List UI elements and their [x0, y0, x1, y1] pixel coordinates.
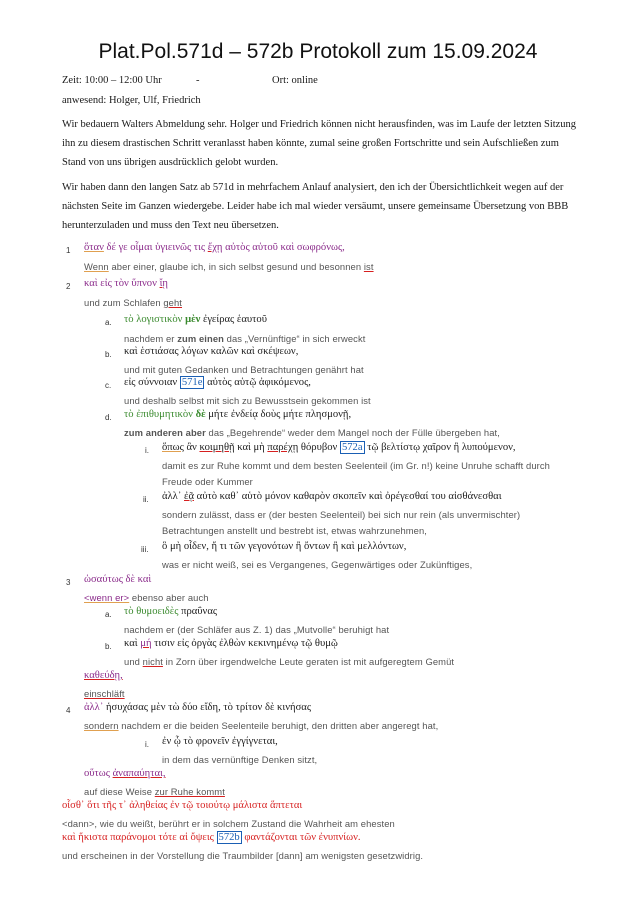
line-number: 4: [66, 706, 71, 715]
german-verb: geht: [163, 297, 183, 308]
greek-verb: καθεύδῃ,: [84, 670, 123, 681]
greek-text: καὶ ἥκιστα παράνομοι τότε αἱ ὄψεις: [62, 832, 217, 843]
reference-marker: 572a: [341, 442, 363, 453]
german-line-ii-2: Betrachtungen anstellt und bestrebt ist, etwas wahrzunehmen,: [162, 525, 428, 536]
greek-text: ἐγείρας ἑαυτοῦ: [200, 314, 267, 325]
item-marker: iii.: [141, 545, 149, 554]
line-number: 3: [66, 578, 71, 587]
item-marker: b.: [105, 642, 112, 651]
greek-line-5: [84, 768, 166, 779]
german-verb: ist: [363, 261, 374, 272]
german-line-6: <dann>, wie du weißt, berührt er in solchem Zustand die Wahrheit am ehesten: [62, 818, 395, 829]
german-text: auf diese Weise: [84, 786, 155, 797]
german-line-ii-1: sondern zulässt, dass er (der besten Seelenteil) bei sich nur rein (als unvermischter): [162, 509, 521, 520]
greek-text: μήτε ἐνδείᾳ δοὺς μήτε πλησμονῇ,: [205, 409, 352, 420]
german-text: in Zorn über irgendwelche Leute geraten ist mit aufgeregtem Gemüt: [162, 656, 455, 667]
greek-negation: μή: [140, 638, 152, 649]
greek-text: καὶ μὴ: [234, 442, 268, 453]
greek-main-verb: [84, 670, 123, 681]
greek-verb: ἔχῃ: [207, 242, 223, 253]
german-text: ebenso aber auch: [129, 592, 209, 603]
greek-line-3b: [124, 638, 338, 649]
greek-particle: μὲν: [185, 314, 201, 325]
greek-word: ὅπως: [162, 442, 184, 453]
item-marker: a.: [105, 610, 112, 619]
greek-text: δέ γε οἶμαι ὑγιεινῶς τις: [103, 242, 208, 253]
german-line-1: [84, 261, 374, 272]
greek-word: ὅταν: [84, 242, 104, 253]
greek-line-d: [124, 409, 351, 420]
item-marker: c.: [105, 381, 112, 390]
greek-line-1: [84, 242, 345, 253]
german-line-7: und erscheinen in der Vorstellung die Traumbilder [dann] am wenigsten gesetzwidrig.: [62, 850, 424, 861]
item-marker: i.: [145, 740, 149, 749]
german-line-3a: nachdem er (der Schläfer aus Z. 1) das „Mutvolle“ beruhigt hat: [124, 624, 390, 635]
german-text: das „Begehrende“ weder dem Mangel noch der Fülle übergeben hat,: [205, 427, 500, 438]
item-marker: d.: [105, 413, 112, 422]
german-line-4: [84, 720, 438, 731]
item-marker: a.: [105, 318, 112, 327]
german-line-3: [84, 592, 209, 603]
greek-verb: πραΰνας: [181, 606, 218, 617]
greek-verb: παρέχῃ: [267, 442, 299, 453]
german-negation: nicht: [142, 656, 163, 667]
greek-verb: κοιμηθῇ: [199, 442, 235, 453]
greek-line-c: [124, 377, 311, 388]
german-verb: einschläft: [84, 688, 125, 699]
page-title: Plat.Pol.571d – 572b Protokoll zum 15.09.2024: [98, 40, 538, 63]
greek-text: ἀλλ᾽: [162, 491, 184, 502]
meta-place: Ort: online: [272, 75, 318, 86]
greek-line-3: ὡσαύτως δὲ καὶ: [84, 574, 152, 585]
german-line-b: und mit guten Gedanken und Betrachtungen genährt hat: [124, 364, 364, 375]
german-line-d: [124, 427, 500, 438]
greek-text: αὐτὸς αὑτοῦ καὶ σωφρόνως,: [222, 242, 345, 253]
greek-line-i: [162, 442, 516, 453]
greek-text: τὸ λογιστικὸν: [124, 314, 186, 325]
greek-text: αὐτὸ καθ᾽ αὑτὸ μόνον καθαρὸν σκοπεῖν καὶ ὀρέγεσθαί του αἰσθάνεσθαι: [194, 491, 502, 502]
german-text: und: [124, 656, 143, 667]
greek-line-6: οἶσθ᾽ ὅτι τῆς τ᾽ ἀληθείας ἐν τῷ τοιούτῳ μάλιστα ἅπτεται: [62, 800, 303, 811]
paragraph-1: Wir bedauern Walters Abmeldung sehr. Holger und Friedrich können nicht herausfinden, was im Laufe der letzten Sitzung ihn zu diesem drastischen Schritt veranlasst haben könnte, zumal seine großen Fortschritte und sein Aufschließen zum Stand von uns übrigen ausdrücklich gelobt wurden.: [62, 119, 577, 168]
german-text: nachdem er die beiden Seelenteile beruhigt, den dritten aber angeregt hat,: [118, 720, 439, 731]
reference-marker: 572b: [218, 832, 240, 843]
greek-text: ἂν: [183, 442, 200, 453]
german-word: Wenn: [84, 261, 109, 272]
line-number: 2: [66, 282, 71, 291]
german-line-i-1: damit es zur Ruhe kommt und dem besten Seelenteil (im Gr. n!) keine Unruhe schafft durch: [162, 460, 550, 471]
german-line-i-2: Freude oder Kummer: [162, 476, 253, 487]
greek-word: ἀλλ᾽: [84, 702, 104, 713]
german-line-a: [124, 333, 365, 344]
meta-time: Zeit: 10:00 – 12:00 Uhr: [62, 75, 162, 86]
greek-verb: ἀναπαύηται,: [112, 768, 166, 779]
greek-line-b: καὶ ἑστιάσας λόγων καλῶν καὶ σκέψεων,: [124, 346, 299, 357]
greek-line-a: [124, 314, 267, 325]
greek-text: θόρυβον: [298, 442, 340, 453]
greek-text: καὶ: [124, 638, 141, 649]
greek-text: τῷ βελτίστῳ χαῖρον ἢ λυπούμενον,: [364, 442, 516, 453]
german-line-c: und deshalb selbst mit sich zu Bewusstsein gekommen ist: [124, 395, 371, 406]
greek-line-4i: ἐν ᾧ τὸ φρονεῖν ἐγγίγνεται,: [162, 736, 278, 747]
item-marker: ii.: [143, 495, 149, 504]
german-emph: zum anderen aber: [124, 427, 206, 438]
german-emph: zum einen: [177, 333, 224, 344]
item-marker: b.: [105, 350, 112, 359]
german-main-verb: [84, 688, 125, 699]
reference-marker: 571e: [181, 377, 203, 388]
german-line-5: [84, 786, 225, 797]
german-line-iii: was er nicht weiß, sei es Vergangenes, Gegenwärtiges oder Zukünftiges,: [162, 559, 473, 570]
german-word: sondern: [84, 720, 119, 731]
greek-line-4: [84, 702, 311, 713]
greek-line-3a: [124, 606, 217, 617]
greek-text: ἡσυχάσας μὲν τὼ δύο εἴδη, τὸ τρίτον δὲ κινήσας: [103, 702, 312, 713]
meta-present: anwesend: Holger, Ulf, Friedrich: [62, 95, 201, 106]
greek-line-iii: ὃ μὴ οἶδεν, ἤ τι τῶν γεγονότων ἢ ὄντων ἢ καὶ μελλόντων,: [162, 541, 407, 552]
greek-text: τὸ ἐπιθυμητικὸν: [124, 409, 196, 420]
german-line-3b: [124, 656, 454, 667]
german-supplement: <wenn er>: [84, 592, 130, 603]
greek-line-ii: [162, 491, 502, 502]
greek-text: τισιν εἰς ὀργὰς ἐλθὼν κεκινημένῳ τῷ θυμῷ: [151, 638, 338, 649]
paragraph-2: Wir haben dann den langen Satz ab 571d in mehrfachem Anlauf analysiert, den ich der Übersichtlichkeit wegen auf der nächsten Seite im Ganzen wiedergebe. Leider habe ich mal wieder versäumt, unsere gemeinsame Übersetzung von BBB herunterzuladen und muss den Text neu übersetzen.: [62, 182, 569, 231]
german-text: nachdem er: [124, 333, 178, 344]
german-line-4i: in dem das vernünftige Denken sitzt,: [162, 754, 318, 765]
item-marker: i.: [145, 446, 149, 455]
greek-text: φαντάζονται τῶν ἐνυπνίων.: [241, 832, 361, 843]
greek-line-2: [84, 278, 168, 289]
line-number: 1: [66, 246, 71, 255]
greek-verb: ἐᾷ: [184, 491, 194, 502]
meta-dash: -: [196, 75, 200, 86]
greek-particle: δὲ: [195, 409, 206, 420]
german-verb: zur Ruhe kommt: [154, 786, 225, 797]
greek-text: καὶ εἰς τὸν ὕπνον: [84, 278, 160, 289]
greek-text: εἰς σύννοιαν: [124, 377, 180, 388]
german-text: und zum Schlafen: [84, 297, 164, 308]
greek-text: αὐτὸς αὑτῷ ἀφικόμενος,: [204, 377, 311, 388]
greek-text: τὸ θυμοειδὲς: [124, 606, 182, 617]
german-text: aber einer, glaube ich, in sich selbst gesund und besonnen: [108, 261, 364, 272]
german-line-2: [84, 297, 182, 308]
greek-verb: ἴῃ: [159, 278, 168, 289]
greek-line-7: [62, 832, 361, 843]
german-text: das „Vernünftige“ in sich erweckt: [223, 333, 366, 344]
greek-text: οὕτως: [84, 768, 113, 779]
